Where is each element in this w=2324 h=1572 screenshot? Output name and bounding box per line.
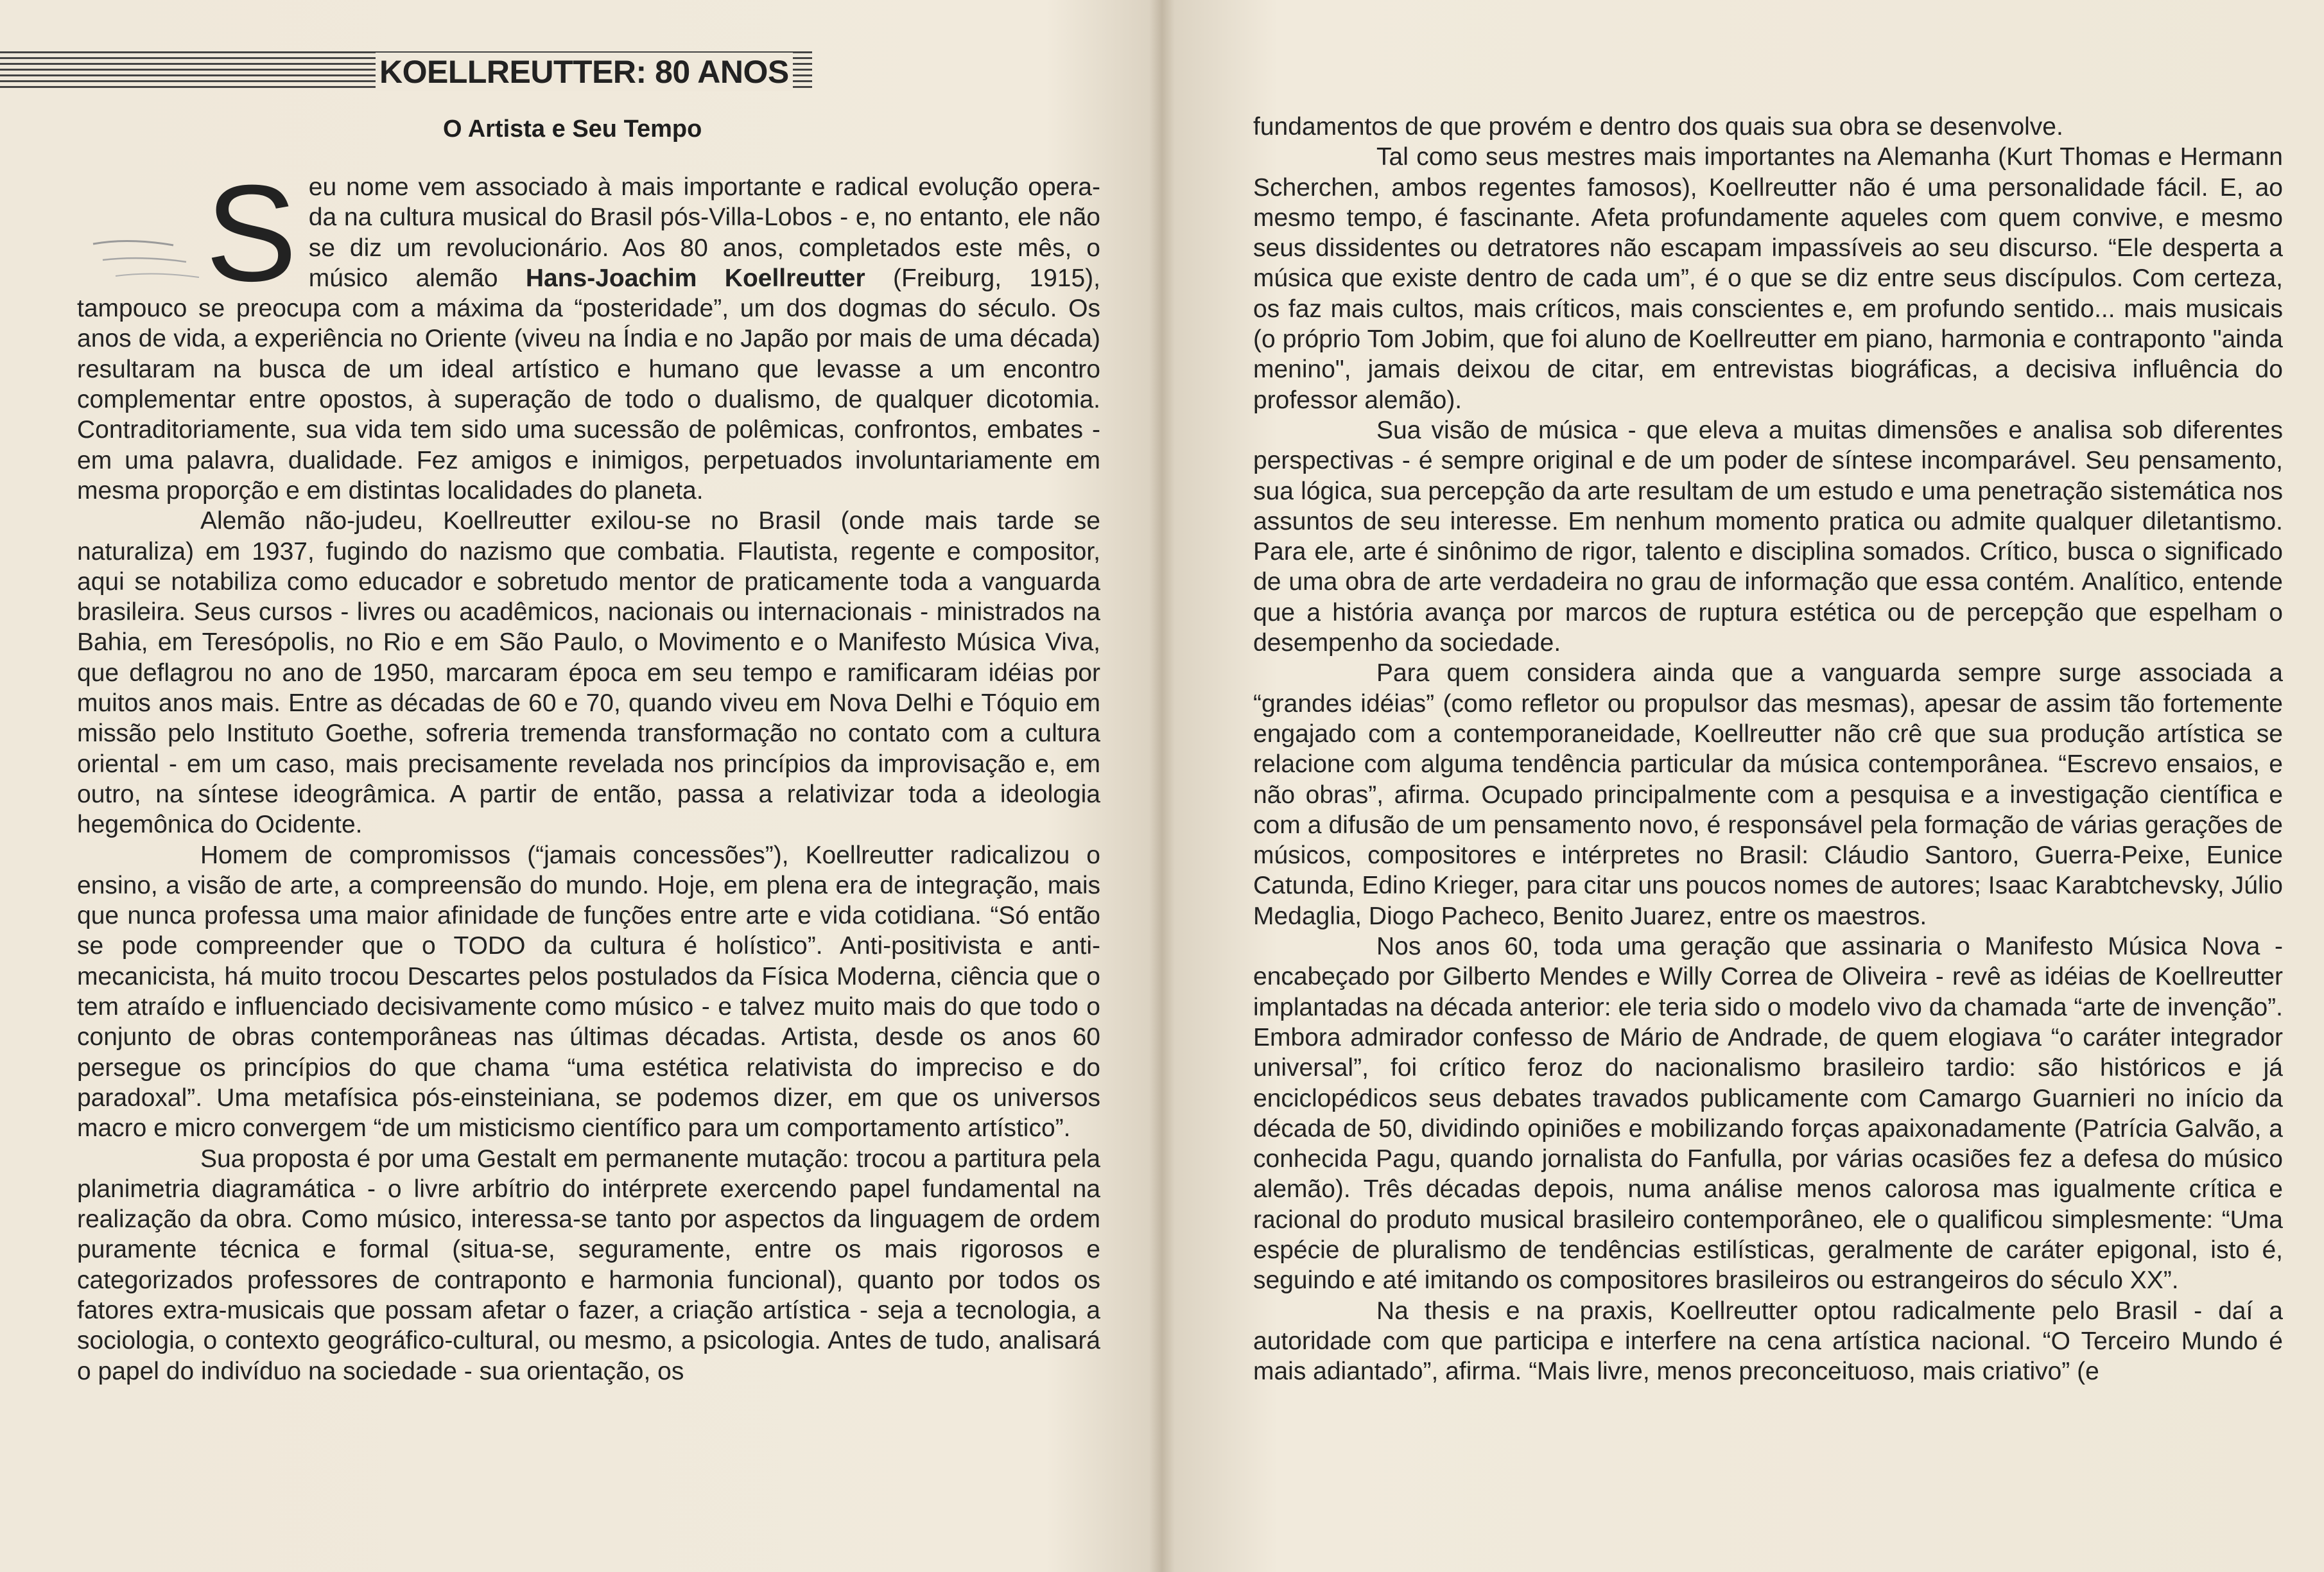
left-column — [77, 157, 1100, 1386]
drop-cap: S — [205, 157, 297, 310]
paragraph: Para quem considera ainda que a vanguarda sempre surge associada a “grandes idéias” (como refletor ou propulsor das mesmas), apesar de assim tão fortemente engajado com a contemporaneidade, Koellreutter não crê que sua produção artística se relacione com alguma tendência particular da música contemporânea. “Escrevo ensaios, e não obras”, afirma. Ocupado principalmente com a pesquisa e a investigação científica e com a difusão de um pensamento novo, é responsável pela formação de várias gerações de músicos, compositores e intérpretes no Brasil: Cláudio Santoro, Guerra-Peixe, Eunice Catunda, Edino Krieger, para citar uns poucos nomes de autores; Isaac Karabtchevsky, Júlio Medaglia, Diogo Pacheco, Benito Juarez, entre os maestros. — [1253, 659, 2283, 930]
lead-rest: (Freiburg, 1915), tampouco se preocupa com a máxima da “posteridade”, um dos dogmas do século. Os anos de vida, a experiência no Oriente (viveu na Índia e no Japão por mais de uma década) resultaram na busca de um ideal artístico e humano que levasse a um encontro complementar entre opostos, à superação de todo o dualismo, de qualquer dicotomia. Contraditoriamente, sua vida tem sido uma sucessão de polêmicas, confrontos, embates - em uma palavra, dualidade. Fez amigos e inimigos, perpetuados involuntariamente em mesma proporção e em distintas localidades do planeta. — [77, 264, 1100, 505]
lead-name: Hans-Joachim Koellreutter — [525, 264, 865, 292]
paragraph: Nos anos 60, toda uma geração que assinaria o Manifesto Música Nova - encabeçado por Gilberto Mendes e Willy Correa de Oliveira - revê as idéias de Koellreutter implantadas na década anterior: ele teria sido o modelo vivo da chamada “arte de invenção”. Embora admirador confesso de Mário de Andrade, de quem elogiava “o caráter integrador universal”, foi crítico feroz do nacionalismo brasileiro tardio: são históricos e já enciclopédicos seus debates travados publicamente com Camargo Guarnieri no início da década de 50, dividindo opiniões e mobilizando forças apaixonadamente (Patrícia Galvão, a conhecida Pagu, quando jornalista do Fanfulla, por várias ocasiões fez a defesa do músico alemão). Três décadas depois, numa análise menos calorosa mas igualmente crítica e racional do produto musical brasileiro contemporâneo, ele o qualificou simplesmente: “Uma espécie de pluralismo de tendências estilísticas, geralmente de caráter epigonal, isto é, seguindo e até imitando os compositores brasileiros ou estrangeiros do século XX”. — [1253, 933, 2283, 1295]
lead-text: eu nome vem associado à mais importante e radical evolução opera-da na cultura musical do Brasil pós-Villa-Lobos - e, no entanto, ele não se diz um revolucionário. Aos 80 anos, completados este mês, o músico alemão — [308, 173, 1100, 292]
paragraph: Sua proposta é por uma Gestalt em permanente mutação: trocou a partitura pela planimetria diagramática - o livre arbítrio do intérprete exercendo papel fundamental na realização da obra. Como músico, interessa-se tanto por aspectos da linguagem de ordem puramente técnica e formal (situa-se, seguramente, entre os mais rigorosos e categorizados professores de contraponto e harmonia funcional), quanto por todos os fatores extra-musicais que possam afetar o fazer, a criação artística - seja a tecnologia, a sociologia, o contexto geográfico-cultural, ou mesmo, a psicologia. Antes de tudo, analisará o papel do indivíduo na sociedade - sua orientação, os — [77, 1144, 1100, 1385]
paragraph: Alemão não-judeu, Koellreutter exilou-se no Brasil (onde mais tarde se naturaliza) em 1937, fugindo do nazismo que combatia. Flautista, regente e compositor, aqui se notabiliza como educador e sobretudo mentor de praticamente toda a vanguarda brasileira. Seus cursos - livres ou acadêmicos, nacionais ou internacionais - ministrados na Bahia, em Teresópolis, no Rio e em São Paulo, o Movimento e o Manifesto Música Viva, que deflagrou no ano de 1950, marcaram época em seu tempo e ramificaram idéias por muitos anos mais. Entre as décadas de 60 e 70, quando viveu em Nova Delhi e Tóquio em missão pelo Instituto Goethe, sofreria tremenda transformação no contato com a cultura oriental - em um caso, mais precisamente revelada nos princípios da improvisação e, em outro, na síntese ideogrâmica. A partir de então, passa a relativizar toda a ideologia hegemônica do Ocidente. — [77, 507, 1100, 839]
continuation-paragraph: fundamentos de que provém e dentro dos quais sua obra se desenvolve. — [1253, 113, 2063, 141]
article-title: O Artista e Seu Tempo — [443, 116, 702, 143]
header-title: KOELLREUTTER: 80 ANOS — [376, 53, 793, 91]
right-column — [1253, 112, 2283, 1386]
paragraph: Sua visão de música - que eleva a muitas dimensões e analisa sob diferentes perspectivas - é sempre original e de um poder de síntese incomparável. Seu pensamento, sua lógica, sua percepção da arte resultam de um estudo e uma penetração sistemática nos assuntos de seu interesse. Em nenhum momento pratica ou admite qualquer diletantismo. Para ele, arte é sinônimo de rigor, talento e disciplina somados. Crítico, busca o significado de uma obra de arte verdadeira no grau de informação que essa contém. Analítico, entende que a história avança por marcos de ruptura estética ou de percepção que espelham o desempenho da sociedade. — [1253, 416, 2283, 657]
right-page — [1162, 0, 2324, 1572]
paragraph: Homem de compromissos (“jamais concessões”), Koellreutter radicalizou o ensino, a visão de arte, a compreensão do mundo. Hoje, em plena era de integração, mais que nunca professa uma maior afinidade de funções entre arte e vida cotidiana. “Só então se pode compreender que o TODO da cultura é holístico”. Anti-positivista e anti-mecanicista, há muito trocou Descartes pelos postulados da Física Moderna, ciência que o tem atraído e influenciado decisivamente como músico - e talvez muito mais do que todo o conjunto de obras contemporâneas nas últimas décadas. Artista, desde os anos 60 persegue os princípios do que chama “uma estética relativista do impreciso e do paradoxal”. Uma metafísica pós-einsteiniana, se podemos dizer, em que os universos macro e micro convergem “de um misticismo científico para um comportamento artístico”. — [77, 841, 1100, 1143]
paragraph: Tal como seus mestres mais importantes na Alemanha (Kurt Thomas e Hermann Scherchen, ambos regentes famosos), Koellreutter não é uma personalidade fácil. E, ao mesmo tempo, é fascinante. Afeta profundamente aqueles com quem convive, e mesmo seus dissidentes ou detratores não escapam impassíveis ao seu discurso. “Ele desperta a música que existe dentro de cada um”, é o que se diz entre seus discípulos. Com certeza, os faz mais cultos, mais críticos, mais conscientes e, em profundo sentido... mais musicais (o próprio Tom Jobim, que foi aluno de Koellreutter em piano, harmonia e contraponto "ainda menino", jamais deixou de citar, em entrevistas biográficas, a decisiva influência do professor alemão). — [1253, 143, 2283, 414]
section-header — [0, 50, 812, 95]
paragraph: Na thesis e na praxis, Koellreutter optou radicalmente pelo Brasil - daí a autoridade com que participa e interfere na cena artística nacional. “O Terceiro Mundo é mais adiantado”, afirma. “Mais livre, menos preconceituoso, mais criativo” (e — [1253, 1297, 2283, 1386]
